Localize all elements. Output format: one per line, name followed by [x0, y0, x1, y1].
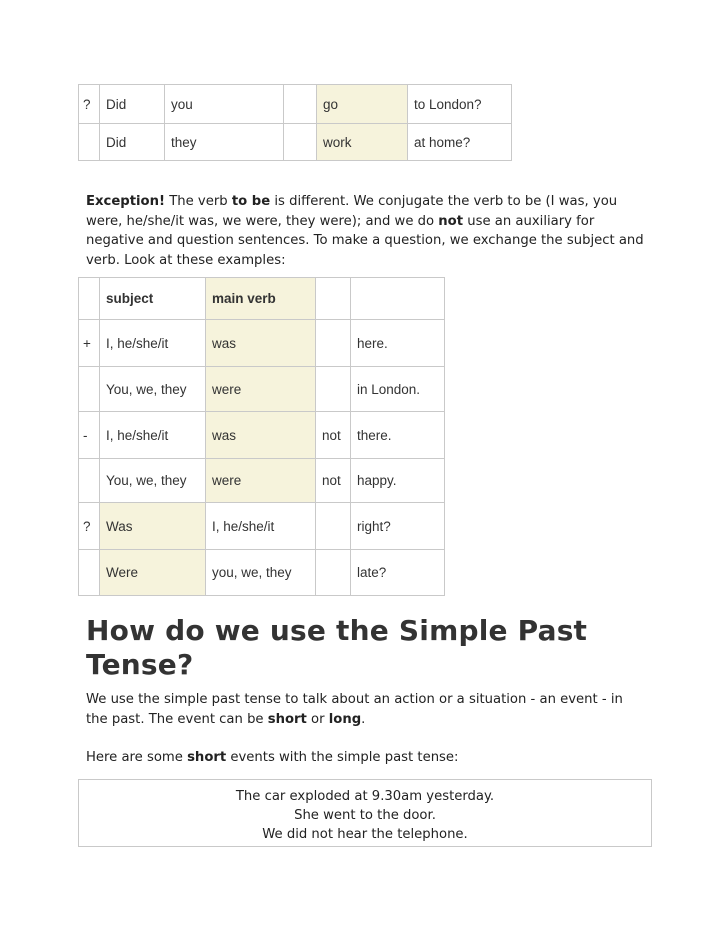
not-cell: not [316, 412, 351, 459]
subject-cell: You, we, they [100, 459, 206, 503]
rest-cell: there. [351, 412, 445, 459]
verb-cell: work [317, 124, 408, 161]
rest-cell: to London? [408, 85, 512, 124]
subject-cell: they [165, 124, 284, 161]
verb-cell: were [206, 459, 316, 503]
sign-cell: ? [79, 503, 100, 550]
section-heading: How do we use the Simple Past Tense? [86, 614, 588, 681]
not-cell [316, 503, 351, 550]
to-be-table [78, 277, 445, 596]
sign-cell [79, 367, 100, 412]
not-cell [316, 367, 351, 412]
table-row [79, 367, 445, 412]
table-row [79, 550, 445, 596]
table-row [79, 320, 445, 367]
exception-paragraph: Exception! The verb to be is different. We conjugate the verb to be (I was, you were, he/she/it was, we were, they were); and we do not use an auxiliary for negative and question sentences. To make a question, we exchange the subject and verb. Look at these examples: [86, 194, 644, 268]
subject-cell: I, he/she/it [100, 320, 206, 367]
verb-cell: was [206, 320, 316, 367]
table-row [79, 459, 445, 503]
not-header [316, 278, 351, 320]
rest-cell: happy. [351, 459, 445, 503]
subject-cell: You, we, they [100, 367, 206, 412]
exception-label: Exception! [86, 194, 166, 209]
examples-intro: Here are some short events with the simple past tense: [86, 750, 459, 765]
sign-header [79, 278, 100, 320]
verb-cell: Were [100, 550, 206, 596]
subject-cell: I, he/she/it [206, 503, 316, 550]
sign-cell: ? [79, 85, 100, 124]
sign-cell [79, 550, 100, 596]
subject-cell: I, he/she/it [100, 412, 206, 459]
verb-cell: were [206, 367, 316, 412]
usage-paragraph: We use the simple past tense to talk about an action or a situation - an event - in the past. The event can be short or long. [86, 692, 623, 727]
examples-box [78, 779, 652, 847]
not-cell: not [316, 459, 351, 503]
rest-cell: here. [351, 320, 445, 367]
rest-header [351, 278, 445, 320]
table-row [79, 124, 512, 161]
example-sentence: We did not hear the telephone. [262, 827, 468, 842]
not-cell [316, 550, 351, 596]
sign-cell [79, 459, 100, 503]
blank-cell [284, 124, 317, 161]
verb-cell: go [317, 85, 408, 124]
rest-cell: at home? [408, 124, 512, 161]
auxiliary-cell: Did [100, 85, 165, 124]
sign-cell: + [79, 320, 100, 367]
sign-cell [79, 124, 100, 161]
subject-cell: you, we, they [206, 550, 316, 596]
auxiliary-cell: Did [100, 124, 165, 161]
rest-cell: right? [351, 503, 445, 550]
sign-cell: - [79, 412, 100, 459]
question-table [78, 84, 512, 161]
main-verb-header: main verb [206, 278, 316, 320]
subject-cell: you [165, 85, 284, 124]
table-row [79, 85, 512, 124]
blank-cell [284, 85, 317, 124]
subject-header: subject [100, 278, 206, 320]
not-cell [316, 320, 351, 367]
example-sentence: The car exploded at 9.30am yesterday. [235, 789, 495, 804]
rest-cell: in London. [351, 367, 445, 412]
table-row [79, 412, 445, 459]
example-sentence: She went to the door. [294, 808, 436, 823]
rest-cell: late? [351, 550, 445, 596]
verb-cell: Was [100, 503, 206, 550]
verb-cell: was [206, 412, 316, 459]
table-header-row [79, 278, 445, 320]
table-row [79, 503, 445, 550]
